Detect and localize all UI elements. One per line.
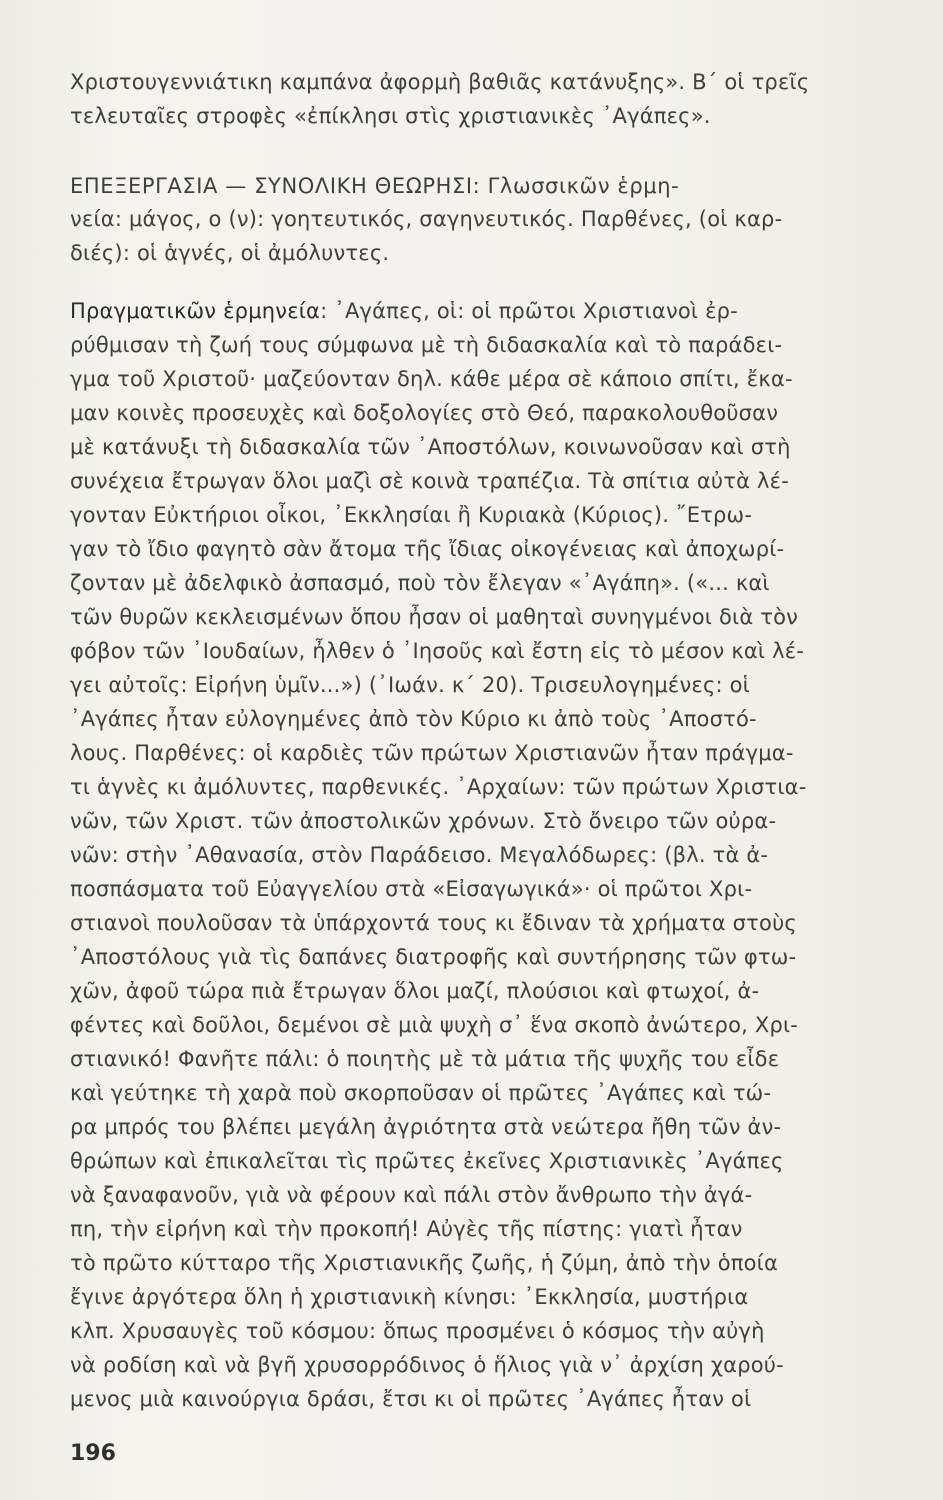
section-line-2: νεία: μάγος, ο (ν): γοητευτικός, σαγηνευτικός. Παρθένες, (οἱ καρ- bbox=[70, 207, 783, 231]
pragmatikon-line: μαν κοινὲς προσευχὲς καὶ δοξολογίες στὸ Θεό, παρακολουθοῦσαν bbox=[70, 401, 779, 425]
pragmatikon-line: στιανοὶ πουλοῦσαν τὰ ὑπάρχοντά τους κι ἔδιναν τὰ χρήματα στοὺς bbox=[70, 911, 797, 935]
pragmatikon-first-line-text: : ᾿Αγάπες, οἱ: οἱ πρῶτοι Χριστιανοὶ ἐρ- bbox=[320, 299, 738, 323]
pragmatikon-line: χῶν, ἀφοῦ τώρα πιὰ ἔτρωγαν ὅλοι μαζί, πλούσιοι καὶ φτωχοί, ἀ- bbox=[70, 979, 760, 1003]
page-number: 196 bbox=[70, 1441, 116, 1466]
pragmatikon-line: ᾿Αποστόλους γιὰ τὶς δαπάνες διατροφῆς καὶ συντήρησης τῶν φτω- bbox=[70, 945, 797, 969]
pragmatikon-line: γονταν Εὐκτήριοι οἶκοι, ᾿Εκκλησίαι ἢ Κυριακὰ (Κύριος). ῎Ετρω- bbox=[70, 503, 753, 527]
pragmatikon-line: λους. Παρθένες: οἱ καρδιὲς τῶν πρώτων Χριστιανῶν ἦταν πράγμα- bbox=[70, 741, 794, 765]
pragmatikon-line: ζονταν μὲ ἀδελφικὸ ἀσπασμό, ποὺ τὸν ἔλεγαν «᾿Αγάπη». («... καὶ bbox=[70, 571, 770, 595]
pragmatikon-line: νῶν, τῶν Χριστ. τῶν ἀποστολικῶν χρόνων. Στὸ ὄνειρο τῶν οὐρα- bbox=[70, 809, 777, 833]
pragmatikon-line: νῶν: στὴν ᾿Αθανασία, στὸν Παράδεισο. Μεγαλόδωρες: (βλ. τὰ ἀ- bbox=[70, 843, 769, 867]
pragmatikon-line: ρύθμισαν τὴ ζωή τους σύμφωνα μὲ τὴ διδασκαλία καὶ τὸ παράδει- bbox=[70, 333, 783, 357]
pragmatikon-line: ποσπάσματα τοῦ Εὐαγγελίου στὰ «Εἰσαγωγικά»· οἱ πρῶτοι Χρι- bbox=[70, 877, 753, 901]
pragmatikon-line: μενος μιὰ καινούργια δράσι, ἔτσι κι οἱ πρῶτες ᾿Αγάπες ἦταν οἱ bbox=[70, 1387, 752, 1411]
pragmatikon-line: τι ἁγνὲς κι ἀμόλυντες, παρθενικές. ᾿Αρχαίων: τῶν πρώτων Χριστια- bbox=[70, 775, 807, 799]
pragmatikon-line: τῶν θυρῶν κεκλεισμένων ὅπου ἦσαν οἱ μαθηταὶ συνηγμένοι διὰ τὸν bbox=[70, 605, 799, 629]
intro-line-2: τελευταῖες στροφὲς «ἐπίκλησι στὶς χριστιανικὲς ᾿Αγάπες». bbox=[70, 104, 711, 128]
pragmatikon-first-line bbox=[70, 297, 738, 325]
pragmatikon-line: ρα μπρός του βλέπει μεγάλη ἀγριότητα στὰ νεώτερα ἤθη τῶν ἀν- bbox=[70, 1115, 782, 1139]
pragmatikon-line: κλπ. Χρυσαυγὲς τοῦ κόσμου: ὅπως προσμένει ὁ κόσμος τὴν αὐγὴ bbox=[70, 1319, 765, 1343]
pragmatikon-line: νὰ ξαναφανοῦν, γιὰ νὰ φέρουν καὶ πάλι στὸν ἄνθρωπο τὴν ἀγά- bbox=[70, 1183, 753, 1207]
pragmatikon-line: φέντες καὶ δοῦλοι, δεμένοι σὲ μιὰ ψυχὴ σ᾿ ἕνα σκοπὸ ἀνώτερο, Χρι- bbox=[70, 1013, 799, 1037]
pragmatikon-line: πη, τὴν εἰρήνη καὶ τὴν προκοπή! Αὐγὲς τῆς πίστης: γιατὶ ἦταν bbox=[70, 1217, 743, 1241]
pragmatikon-line: ᾿Αγάπες ἦταν εὐλογημένες ἀπὸ τὸν Κύριο κι ἀπὸ τοὺς ᾿Αποστό- bbox=[70, 707, 757, 731]
pragmatikon-line: γαν τὸ ἴδιο φαγητὸ σὰν ἄτομα τῆς ἴδιας οἰκογένειας καὶ ἀποχωρί- bbox=[70, 537, 785, 561]
pragmatikon-line: θρώπων καὶ ἐπικαλεῖται τὶς πρῶτες ἐκεῖνες Χριστιανικὲς ᾿Αγάπες bbox=[70, 1149, 784, 1173]
pragmatikon-line: στιανικό! Φανῆτε πάλι: ὁ ποιητὴς μὲ τὰ μάτια τῆς ψυχῆς του εἶδε bbox=[70, 1047, 780, 1071]
pragmatikon-line: καὶ γεύτηκε τὴ χαρὰ ποὺ σκορποῦσαν οἱ πρῶτες ᾿Αγάπες καὶ τώ- bbox=[70, 1081, 772, 1105]
intro-line-1: Χριστουγεννιάτικη καμπάνα ἀφορμὴ βαθιᾶς κατάνυξης». Β΄ οἱ τρεῖς bbox=[70, 70, 810, 94]
pragmatikon-line: ἔγινε ἀργότερα ὅλη ἡ χριστιανικὴ κίνησι: ᾿Εκκλησία, μυστήρια bbox=[70, 1285, 749, 1309]
pragmatikon-line: μὲ κατάνυξι τὴ διδασκαλία τῶν ᾿Αποστόλων, κοινωνοῦσαν καὶ στὴ bbox=[70, 435, 791, 459]
pragmatikon-line: γμα τοῦ Χριστοῦ· μαζεύονταν δηλ. κάθε μέρα σὲ κάποιο σπίτι, ἔκα- bbox=[70, 367, 793, 391]
pragmatikon-line: τὸ πρῶτο κύτταρο τῆς Χριστιανικῆς ζωῆς, ἡ ζύμη, ἀπὸ τὴν ὁποία bbox=[70, 1251, 779, 1275]
section-heading-line: ΕΠΕΞΕΡΓΑΣΙΑ — ΣΥΝΟΛΙΚΗ ΘΕΩΡΗΣΙ: Γλωσσικῶν ἑρμη- bbox=[70, 174, 680, 198]
pragmatikon-line: φόβον τῶν ᾿Ιουδαίων, ἦλθεν ὁ ᾿Ιησοῦς καὶ ἔστη εἰς τὸ μέσον καὶ λέ- bbox=[70, 639, 805, 663]
section-line-3: διές): οἱ ἁγνές, οἱ ἀμόλυντες. bbox=[70, 241, 390, 265]
pragmatikon-line: νὰ ροδίση καὶ νὰ βγῆ χρυσορρόδινος ὁ ἥλιος γιὰ ν᾿ ἀρχίση χαρού- bbox=[70, 1353, 784, 1377]
pragmatikon-line: συνέχεια ἔτρωγαν ὅλοι μαζὶ σὲ κοινὰ τραπέζια. Τὰ σπίτια αὐτὰ λέ- bbox=[70, 469, 789, 493]
pragmatikon-line: γει αὐτοῖς: Εἰρήνη ὑμῖν...») (᾿Ιωάν. κ΄ 20). Τρισευλογημένες: οἱ bbox=[70, 673, 750, 697]
pragmatikon-label: Πραγματικῶν ἑρμηνεία bbox=[70, 299, 321, 323]
